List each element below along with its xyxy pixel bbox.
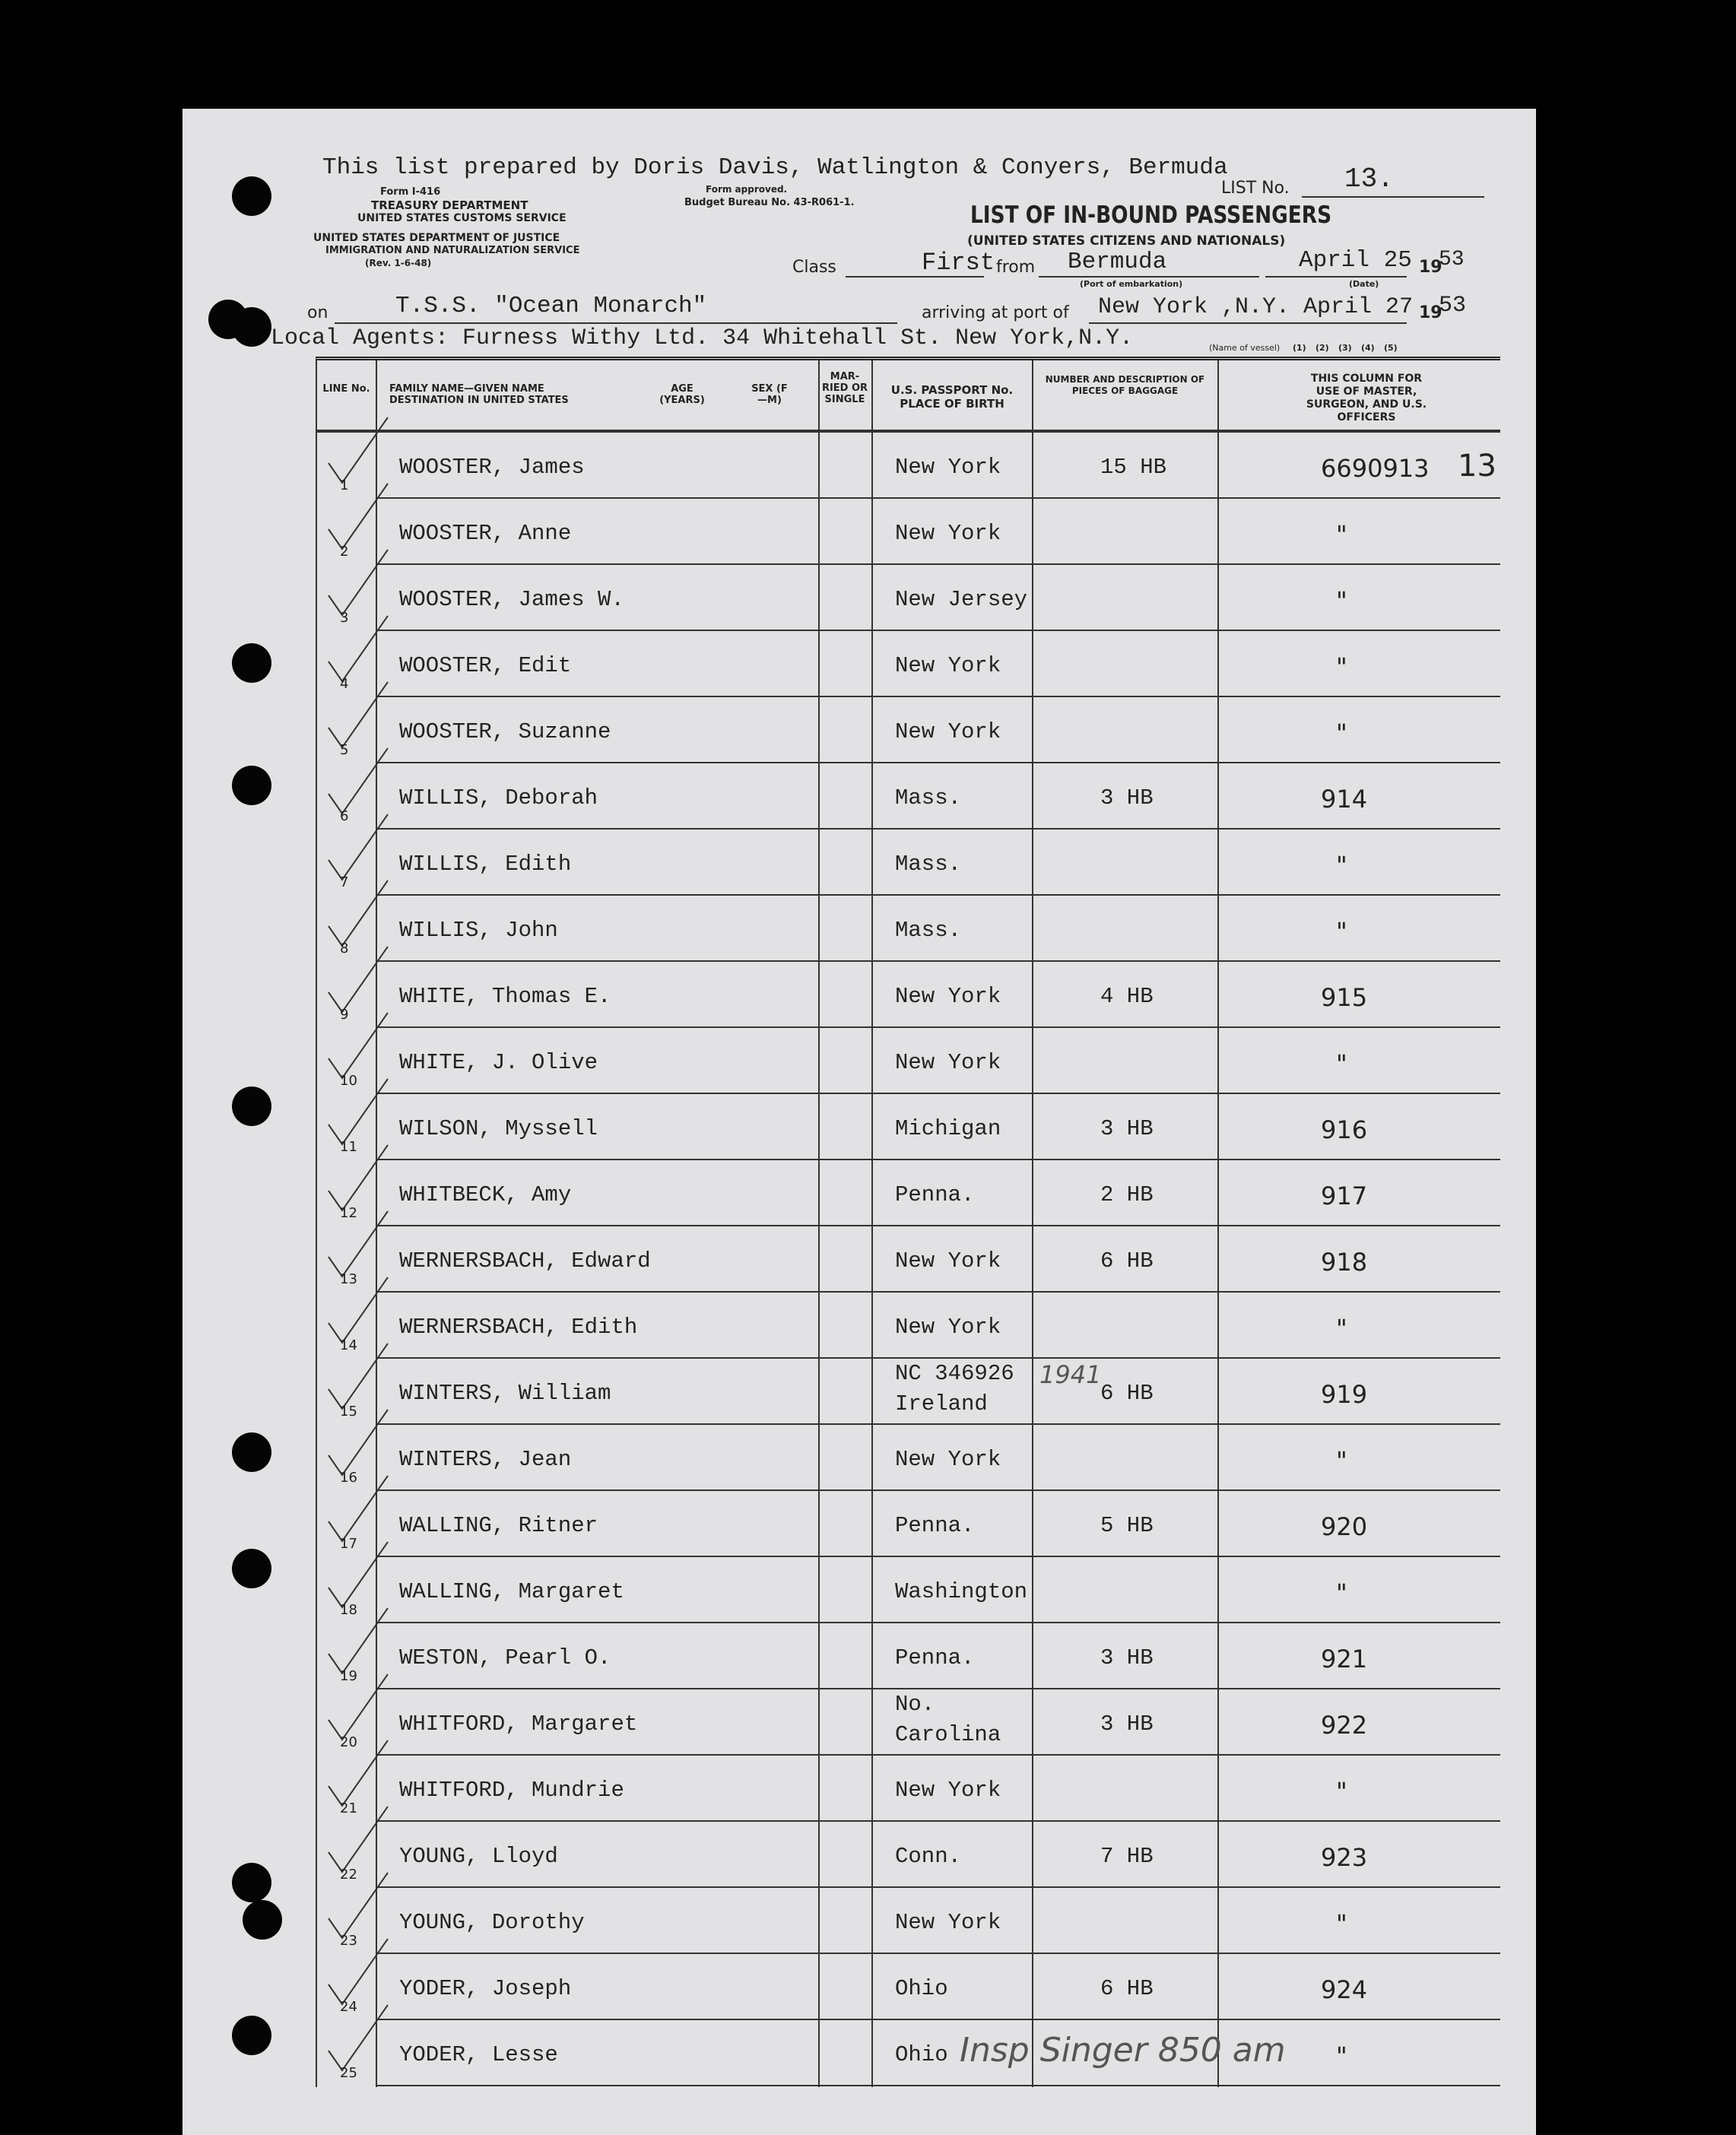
line-number: 21 <box>340 1800 357 1816</box>
header-name: FAMILY NAME—GIVEN NAME DESTINATION IN UNITED STATES <box>389 383 569 406</box>
place-of-birth: New York <box>895 1248 1001 1274</box>
passenger-name: WHITFORD, Mundrie <box>399 1778 624 1803</box>
place-of-birth: Penna. <box>895 1645 975 1670</box>
table-row <box>317 433 1500 499</box>
passenger-name: WILSON, Myssell <box>399 1116 598 1141</box>
table-row <box>317 1888 1500 1954</box>
place-of-birth: New York <box>895 521 1001 546</box>
table-row <box>317 1689 1500 1756</box>
passenger-name: WOOSTER, James <box>399 455 585 480</box>
line-number: 5 <box>340 742 349 758</box>
header-age: AGE (YEARS) <box>659 383 705 406</box>
officer-number: 917 <box>1321 1182 1368 1210</box>
passenger-name: YODER, Lesse <box>399 2042 558 2067</box>
line-number: 3 <box>340 610 349 626</box>
table-row <box>317 763 1500 830</box>
line-number: 8 <box>340 941 349 956</box>
place-of-birth: Ohio <box>895 2042 948 2067</box>
line-number: 16 <box>340 1470 357 1486</box>
ins-label: IMMIGRATION AND NATURALIZATION SERVICE <box>325 245 580 256</box>
officer-number: " <box>1336 1314 1347 1343</box>
officer-number: 914 <box>1321 785 1368 814</box>
place-of-birth: New York <box>895 719 1001 744</box>
passenger-name: YODER, Joseph <box>399 1976 572 2001</box>
line-number: 6 <box>340 808 349 824</box>
baggage: 6 HB <box>1100 1248 1154 1274</box>
table-row <box>317 1094 1500 1160</box>
customs-label: UNITED STATES CUSTOMS SERVICE <box>357 212 567 224</box>
punch-hole <box>232 766 271 805</box>
justice-label: UNITED STATES DEPARTMENT OF JUSTICE <box>313 232 560 244</box>
form-title: LIST OF IN-BOUND PASSENGERS <box>970 201 1332 229</box>
punch-hole <box>232 1549 271 1588</box>
revision-label: (Rev. 1-6-48) <box>365 258 432 268</box>
line-number: 14 <box>340 1337 357 1353</box>
line-number: 11 <box>340 1139 357 1155</box>
place-of-birth: Mass. <box>895 785 962 811</box>
table-row <box>317 830 1500 896</box>
line-number: 22 <box>340 1867 357 1883</box>
passenger-name: WILLIS, Edith <box>399 852 572 877</box>
prepared-by: This list prepared by Doris Davis, Watlington & Conyers, Bermuda <box>322 154 1228 181</box>
baggage: 6 HB <box>1100 1381 1154 1406</box>
place-of-birth: Washington <box>895 1579 1028 1604</box>
punch-hole <box>232 1087 271 1126</box>
place-of-birth: Michigan <box>895 1116 1001 1141</box>
form-approved: Form approved. <box>706 184 788 195</box>
officer-number: 915 <box>1321 983 1368 1012</box>
list-no-label: LIST No. <box>1221 179 1290 198</box>
place-of-birth: New York <box>895 1447 1001 1472</box>
list-ref: 13 <box>1458 449 1496 484</box>
officer-number: 916 <box>1321 1115 1368 1144</box>
officer-number: 920 <box>1321 1512 1368 1541</box>
punch-hole <box>232 1863 271 1902</box>
baggage: 4 HB <box>1100 984 1154 1009</box>
passenger-name: WERNERSBACH, Edward <box>399 1248 651 1274</box>
arrival-year: 53 <box>1439 293 1467 319</box>
line-number: 7 <box>340 874 349 890</box>
port-caption: (Port of embarkation) <box>1080 279 1183 289</box>
form-number: Form I-416 <box>380 186 441 198</box>
officer-number: 921 <box>1321 1645 1368 1673</box>
baggage: 3 HB <box>1100 1711 1154 1737</box>
place-of-birth: New Jersey <box>895 587 1028 612</box>
arrival-year-prefix: 19 <box>1419 303 1442 322</box>
year-prefix: 19 <box>1419 258 1442 277</box>
line-number: 13 <box>340 1271 357 1287</box>
officer-number: " <box>1336 2041 1347 2070</box>
header-passport: U.S. PASSPORT No. PLACE OF BIRTH <box>890 383 1014 411</box>
line-number: 10 <box>340 1073 357 1089</box>
header-sex: SEX (F—M) <box>751 383 788 406</box>
embarkation-port: Bermuda <box>1068 249 1167 275</box>
line-number: 25 <box>340 2065 357 2081</box>
passenger-name: WHITE, Thomas E. <box>399 984 611 1009</box>
departure-date: April 25 <box>1299 247 1412 274</box>
line-number: 18 <box>340 1602 357 1618</box>
passenger-name: WOOSTER, Edit <box>399 653 572 678</box>
passenger-name: WILLIS, Deborah <box>399 785 598 811</box>
col-num-3: (3) <box>1338 343 1352 353</box>
place-of-birth: New York <box>895 1050 1001 1075</box>
passenger-name: WHITFORD, Margaret <box>399 1711 638 1737</box>
table-row <box>317 1293 1500 1359</box>
form-subtitle: (UNITED STATES CITIZENS AND NATIONALS) <box>967 233 1286 249</box>
departure-year: 53 <box>1439 248 1465 271</box>
table-row <box>317 1491 1500 1557</box>
table-row <box>317 896 1500 962</box>
passenger-name: YOUNG, Lloyd <box>399 1844 558 1869</box>
passenger-name: WOOSTER, James W. <box>399 587 624 612</box>
line-number: 2 <box>340 544 349 560</box>
officer-number: " <box>1336 652 1347 681</box>
line-number: 15 <box>340 1404 357 1420</box>
table-row <box>317 1623 1500 1689</box>
arrival-port: New York ,N.Y. April 27 <box>1098 294 1414 320</box>
officer-number: " <box>1336 1909 1347 1938</box>
place-of-birth: New York <box>895 1778 1001 1803</box>
baggage: 6 HB <box>1100 1976 1154 2001</box>
place-of-birth: Conn. <box>895 1844 962 1869</box>
baggage: 3 HB <box>1100 1645 1154 1670</box>
punch-hole <box>232 307 271 347</box>
line-number: 24 <box>340 1999 357 2015</box>
local-agents: Local Agents: Furness Withy Ltd. 34 Whitehall St. New York,N.Y. <box>271 325 1134 351</box>
col-num-1: (1) <box>1293 343 1306 353</box>
on-label: on <box>307 303 328 322</box>
place-of-birth: Penna. <box>895 1182 975 1207</box>
line-number: 20 <box>340 1734 357 1750</box>
officer-number: " <box>1336 520 1347 549</box>
passenger-table <box>316 357 1500 2087</box>
place-of-birth: New York <box>895 1910 1001 1935</box>
handwritten-note: 1941 <box>1039 1360 1102 1389</box>
passenger-name: WHITE, J. Olive <box>399 1050 598 1075</box>
place-of-birth: New York <box>895 1315 1001 1340</box>
baggage: 5 HB <box>1100 1513 1154 1538</box>
passenger-name: WALLING, Margaret <box>399 1579 624 1604</box>
baggage: 2 HB <box>1100 1182 1154 1207</box>
passenger-name: WHITBECK, Amy <box>399 1182 572 1207</box>
treasury-label: TREASURY DEPARTMENT <box>371 198 528 212</box>
punch-hole <box>232 1432 271 1472</box>
table-row <box>317 1954 1500 2020</box>
table-row <box>317 1756 1500 1822</box>
table-row <box>317 1160 1500 1226</box>
baggage: 3 HB <box>1100 1116 1154 1141</box>
officer-number: " <box>1336 586 1347 615</box>
baggage: 3 HB <box>1100 785 1154 811</box>
officer-number: 923 <box>1321 1843 1368 1872</box>
line-number: 12 <box>340 1205 357 1221</box>
passenger-name: WERNERSBACH, Edith <box>399 1315 638 1340</box>
officer-number: " <box>1336 917 1347 946</box>
passenger-name: WALLING, Ritner <box>399 1513 598 1538</box>
line-number: 19 <box>340 1668 357 1684</box>
class-value: First <box>922 249 995 277</box>
passenger-name: WOOSTER, Anne <box>399 521 572 546</box>
officer-number: 6690913 <box>1321 454 1430 483</box>
table-row <box>317 499 1500 565</box>
table-row <box>317 631 1500 697</box>
officer-number: 924 <box>1321 1975 1368 2004</box>
table-row <box>317 697 1500 763</box>
place-of-birth: Penna. <box>895 1513 975 1538</box>
date-caption: (Date) <box>1349 279 1379 289</box>
class-label: Class <box>792 258 836 277</box>
officer-number: " <box>1336 1578 1347 1607</box>
punch-hole <box>232 176 271 216</box>
list-number: 13. <box>1344 163 1394 195</box>
punch-hole <box>232 2016 271 2055</box>
table-row <box>317 2020 1500 2086</box>
place-of-birth: New York <box>895 455 1001 480</box>
officer-number: " <box>1336 719 1347 747</box>
passenger-name: WOOSTER, Suzanne <box>399 719 611 744</box>
place-of-birth: Mass. <box>895 918 962 943</box>
passenger-name: WINTERS, Jean <box>399 1447 572 1472</box>
baggage: 15 HB <box>1100 455 1167 480</box>
officer-number: " <box>1336 1049 1347 1078</box>
place-of-birth: New York <box>895 984 1001 1009</box>
passport-number: No. <box>895 1692 935 1717</box>
col-num-4: (4) <box>1361 343 1375 353</box>
line-number: 9 <box>340 1007 349 1023</box>
place-of-birth: Carolina <box>895 1722 1001 1747</box>
place-of-birth: Ohio <box>895 1976 948 2001</box>
budget-bureau: Budget Bureau No. 43-R061-1. <box>684 197 855 208</box>
place-of-birth: Mass. <box>895 852 962 877</box>
officer-number: 918 <box>1321 1248 1368 1277</box>
header-married: MAR-RIED OR SINGLE <box>821 371 868 405</box>
place-of-birth: Ireland <box>895 1391 988 1416</box>
header-baggage: NUMBER AND DESCRIPTION OF PIECES OF BAGGAGE <box>1045 374 1205 396</box>
officer-number: " <box>1336 1446 1347 1475</box>
officer-number: " <box>1336 851 1347 880</box>
table-row <box>317 1359 1500 1425</box>
header-officers: THIS COLUMN FOR USE OF MASTER, SURGEON, AND U.S. OFFICERS <box>1306 373 1427 424</box>
punch-hole <box>243 1900 282 1940</box>
officer-number: 922 <box>1321 1711 1368 1740</box>
table-row <box>317 1557 1500 1623</box>
baggage: 7 HB <box>1100 1844 1154 1869</box>
line-number: 1 <box>340 477 349 493</box>
col-num-2: (2) <box>1315 343 1329 353</box>
line-number: 17 <box>340 1536 357 1552</box>
line-number: 23 <box>340 1933 357 1949</box>
vessel-caption: (Name of vessel) <box>1209 343 1281 353</box>
table-row <box>317 565 1500 631</box>
passenger-name: YOUNG, Dorothy <box>399 1910 585 1935</box>
table-row <box>317 962 1500 1028</box>
passport-number: NC 346926 <box>895 1361 1014 1386</box>
table-row <box>317 1822 1500 1888</box>
officer-number: 919 <box>1321 1380 1368 1409</box>
punch-hole <box>232 643 271 683</box>
passenger-name: WESTON, Pearl O. <box>399 1645 611 1670</box>
line-number: 4 <box>340 676 349 692</box>
passenger-name: WINTERS, William <box>399 1381 611 1406</box>
from-label: from <box>996 258 1036 277</box>
header-line-no: LINE No. <box>322 383 370 395</box>
table-header <box>317 360 1500 433</box>
table-row <box>317 1226 1500 1293</box>
table-row <box>317 1028 1500 1094</box>
col-num-5: (5) <box>1384 343 1398 353</box>
passenger-name: WILLIS, John <box>399 918 558 943</box>
place-of-birth: New York <box>895 653 1001 678</box>
table-row <box>317 1425 1500 1491</box>
arriving-label: arriving at port of <box>922 303 1069 322</box>
officer-number: " <box>1336 1777 1347 1806</box>
inspector-signature: Insp Singer 850 am <box>960 2031 1286 2070</box>
vessel-name: T.S.S. "Ocean Monarch" <box>395 293 707 319</box>
